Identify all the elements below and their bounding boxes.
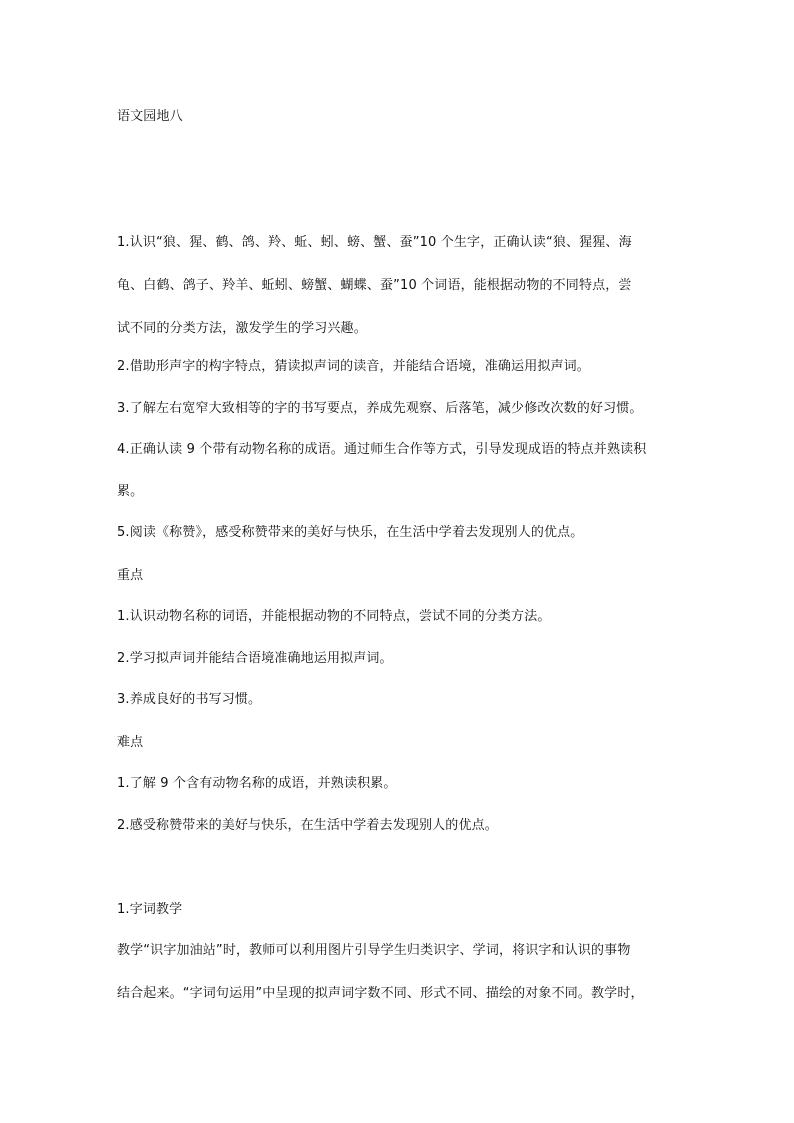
key-point-3: 3.养成良好的书写习惯。 (117, 692, 262, 707)
teaching-heading: 1.字词教学 (117, 902, 183, 917)
teaching-paragraph-line-1: 教学“识字加油站”时，教师可以利用图片引导学生归类识字、学词，将识字和认识的事物 (117, 943, 631, 958)
key-point-2: 2.学习拟声词并能结合语境准确地运用拟声词。 (117, 651, 393, 666)
objective-1-line-2: 龟、白鹤、鸽子、羚羊、蚯蚓、螃蟹、蝴蝶、蚕”10 个词语，能根据动物的不同特点，尝 (117, 278, 632, 293)
key-point-1: 1.认识动物名称的词语，并能根据动物的不同特点，尝试不同的分类方法。 (117, 609, 551, 624)
objective-3: 3.了解左右宽窄大致相等的字的书写要点，养成先观察、后落笔，减少修改次数的好习惯。 (117, 401, 643, 416)
key-points-heading: 重点 (117, 568, 144, 583)
objective-4-line-1: 4.正确认读 9 个带有动物名称的成语。通过师生合作等方式，引导发现成语的特点并熟读积 (117, 442, 647, 457)
objective-5: 5.阅读《称赞》，感受称赞带来的美好与快乐，在生活中学着去发现别人的优点。 (117, 525, 584, 540)
objective-1-line-3: 试不同的分类方法，激发学生的学习兴趣。 (117, 321, 367, 336)
document-title: 语文园地八 (117, 109, 183, 124)
objective-4-line-2: 累。 (117, 484, 144, 499)
objective-2: 2.借助形声字的构字特点，猜读拟声词的读音，并能结合语境，准确运用拟声词。 (117, 359, 590, 374)
difficulties-heading: 难点 (117, 735, 144, 750)
difficulty-2: 2.感受称赞带来的美好与快乐，在生活中学着去发现别人的优点。 (117, 818, 498, 833)
objective-1-line-1: 1.认识“狼、猩、鹤、鸽、羚、蚯、蚓、螃、蟹、蚕”10 个生字，正确认读“狼、猩猩、海 (117, 235, 632, 250)
difficulty-1: 1.了解 9 个含有动物名称的成语，并熟读积累。 (117, 776, 397, 791)
teaching-paragraph-line-2: 结合起来。“字词句运用”中呈现的拟声词字数不同、形式不同、描绘的对象不同。教学时， (117, 986, 644, 1001)
